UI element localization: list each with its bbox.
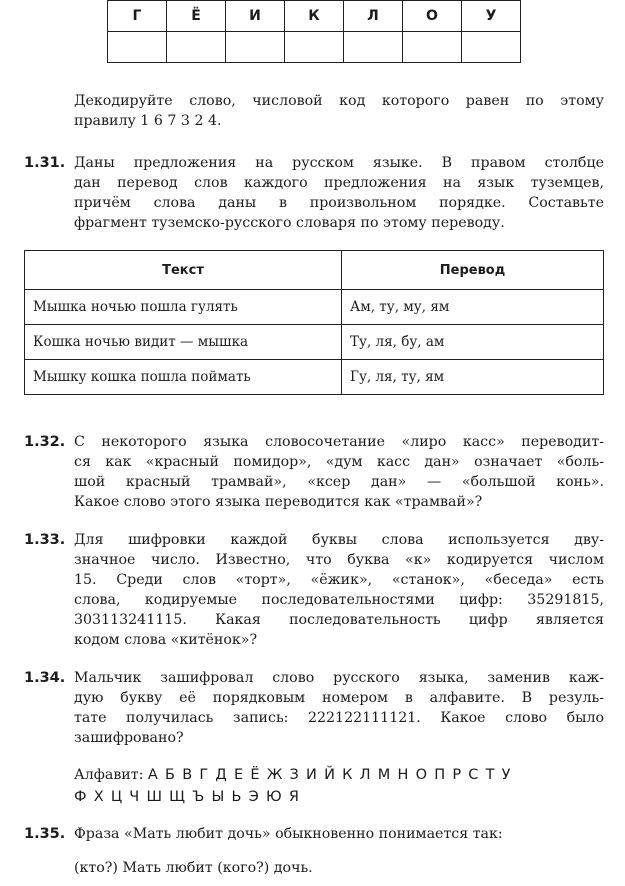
decode-instruction — [74, 91, 604, 131]
code-row — [108, 32, 521, 63]
text-line: Декодируйте слово, числовой код которого равен по этому — [74, 93, 604, 109]
text-line: Даны предложения на русском языке. В правом столбце — [74, 155, 604, 171]
text-line: причём слова даны в произвольном порядке. Составьте — [74, 195, 604, 211]
table-row — [25, 325, 604, 360]
letter-cell: Л — [344, 1, 403, 32]
text-line: фрагмент туземско-русского словаря по этому переводу. — [74, 215, 505, 231]
text-line: Фраза «Мать любит дочь» обыкновенно понимается так: — [74, 826, 503, 842]
text-line: дую букву её порядковым номером в алфавите. В резуль- — [74, 690, 604, 706]
task-number: 1.35. — [24, 826, 66, 842]
code-cell — [226, 32, 285, 63]
letter-cell: Ё — [167, 1, 226, 32]
letter-cell: И — [226, 1, 285, 32]
task-text — [74, 432, 604, 512]
alphabet-letters: А Б В Г Д Е Ё Ж З И Й К Л М Н О П Р С Т У — [147, 767, 512, 783]
letter-cell: Г — [108, 1, 167, 32]
code-cell — [285, 32, 344, 63]
letter-cell: К — [285, 1, 344, 32]
text-line: значное число. Известно, что буква «к» кодируется числом — [74, 552, 604, 568]
task-text — [74, 858, 604, 878]
task-text — [74, 668, 604, 748]
letter-row — [108, 1, 521, 32]
text-line: шой красный трамвай», «ксер дан» — «большой конь». — [74, 474, 604, 490]
code-cell — [344, 32, 403, 63]
task-number: 1.33. — [24, 532, 66, 548]
text-line: Мальчик зашифровал слово русского языка, заменив каж- — [74, 670, 604, 686]
table-cell: Гу, ля, ту, ям — [342, 360, 604, 395]
text-line: 303113241115. Какая последовательность цифр является — [74, 612, 604, 628]
table-header-row — [25, 251, 604, 290]
alphabet-line — [74, 764, 609, 786]
text-line: тате получилась запись: 222122111121. Какое слово было — [74, 710, 604, 726]
alphabet-letters: Ф Х Ц Ч Ш Щ Ъ Ы Ь Э Ю Я — [74, 789, 301, 805]
translation-table — [24, 250, 604, 395]
task-text — [74, 824, 604, 844]
code-cell — [167, 32, 226, 63]
letter-cell: О — [403, 1, 462, 32]
alphabet-label: Алфавит: — [74, 767, 144, 783]
table-row — [25, 360, 604, 395]
code-cell — [108, 32, 167, 63]
column-header: Перевод — [342, 251, 604, 290]
table-cell: Мышку кошка пошла поймать — [25, 360, 342, 395]
table-cell: Ту, ля, бу, ам — [342, 325, 604, 360]
alphabet-block — [74, 764, 609, 808]
text-line: ся как «красный помидор», «дум касс дан» означает «боль- — [74, 454, 604, 470]
text-line: кодом слова «китёнок»? — [74, 632, 258, 648]
text-line: слова, кодируемые последовательностями цифр: 35291815, — [74, 592, 604, 608]
task-text — [74, 530, 604, 650]
table-cell: Кошка ночью видит — мышка — [25, 325, 342, 360]
text-line: Какое слово этого языка переводится как «трамвай»? — [74, 494, 483, 510]
table-cell: Ам, ту, му, ям — [342, 290, 604, 325]
table-row — [25, 290, 604, 325]
task-text — [74, 153, 604, 233]
letter-cell: У — [462, 1, 521, 32]
text-line: зашифровано? — [74, 730, 184, 746]
text-line: Для шифровки каждой буквы слова используется дву- — [74, 532, 604, 548]
code-cell — [403, 32, 462, 63]
task-number: 1.31. — [24, 155, 66, 171]
task-number: 1.34. — [24, 670, 66, 686]
text-line: С некоторого языка словосочетание «лиро касс» переводит- — [74, 434, 604, 450]
text-line: 15. Среди слов «торт», «ёжик», «станок», «беседа» есть — [74, 572, 604, 588]
task-number: 1.32. — [24, 434, 66, 450]
text-line: правилу 1 6 7 3 2 4. — [74, 113, 222, 129]
text-line: (кто?) Мать любит (кого?) дочь. — [74, 860, 313, 876]
code-cell — [462, 32, 521, 63]
text-line: дан перевод слов каждого предложения на язык туземцев, — [74, 175, 604, 191]
table-cell: Мышка ночью пошла гулять — [25, 290, 342, 325]
column-header: Текст — [25, 251, 342, 290]
letter-table — [107, 0, 521, 63]
